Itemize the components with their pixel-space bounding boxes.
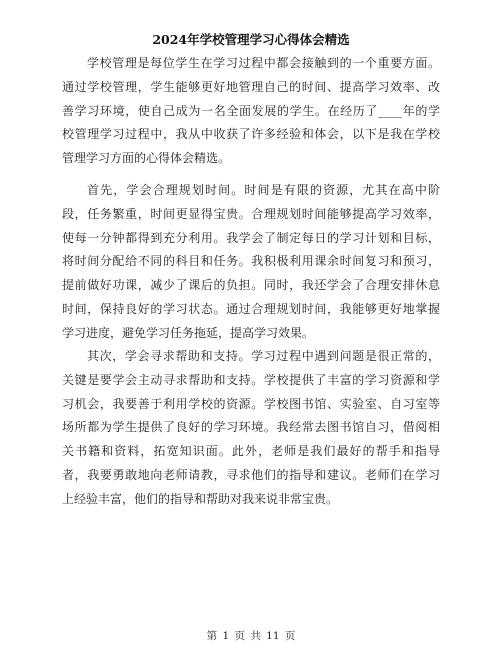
- paragraph-line: 学习进度，避免学习任务拖延，提高学习效果。: [62, 325, 315, 340]
- paragraph-line: 场所都为学生提供了良好的学习环境。我经常去图书馆自习，借阅相: [62, 420, 440, 435]
- paragraph-line: 上经验丰富，他们的指导和帮助对我来说非常宝贵。: [62, 491, 339, 506]
- paragraph-time-planning: [62, 179, 440, 346]
- paragraph-seeking-help: [62, 345, 440, 512]
- paragraph-line: 习机会，我要善于利用学校的资源。学校图书馆、实验室、自习室等: [62, 396, 440, 411]
- paragraph-line: 段，任务繁重，时间更显得宝贵。合理规划时间能够提高学习效率，: [62, 206, 440, 221]
- paragraph-line: 使每一分钟都得到充分利用。我学会了制定每日的学习计划和目标，: [62, 230, 440, 245]
- page-footer: 第 1 页 共 11 页: [206, 630, 296, 642]
- paragraph-intro: [62, 52, 440, 171]
- paragraph-line: 学校管理是每位学生在学习过程中都会接触到的一个重要方面。: [87, 56, 440, 70]
- paragraph-line: 者，我要勇敢地向老师请教，寻求他们的指导和建议。老师们在学习: [62, 467, 440, 482]
- paragraph-line: 首先，学会合理规划时间。时间是有限的资源，尤其在高中阶: [87, 183, 440, 197]
- paragraph-line: 关键是要学会主动寻求帮助和支持。学校提供了丰富的学习资源和学: [62, 372, 440, 387]
- paragraph-line: 通过学校管理，学生能够更好地管理自己的时间、提高学习效率、改: [62, 79, 440, 94]
- paragraph-line: 提前做好功课，减少了课后的负担。同时，我还学会了合理安排休息: [62, 278, 440, 293]
- paragraph-line: 关书籍和资料，拓宽知识面。此外，老师是我们最好的帮手和指导: [62, 444, 440, 459]
- paragraph-line: 校管理学习过程中，我从中收获了许多经验和体会，以下是我在学校: [62, 127, 440, 142]
- document-title: 2024年学校管理学习心得体会精选: [152, 32, 350, 47]
- paragraph-line: 时间，保持良好的学习状态。通过合理规划时间，我能够更好地掌握: [62, 301, 440, 316]
- paragraph-line: 管理学习方面的心得体会精选。: [62, 151, 231, 166]
- paragraph-line: 将时间分配给不同的科目和任务。我积极利用课余时间复习和预习，: [62, 254, 440, 269]
- paragraph-line: 其次，学会寻求帮助和支持。学习过程中遇到问题是很正常的，: [87, 349, 440, 363]
- paragraph-line: 善学习环境，使自己成为一名全面发展的学生。在经历了____年的学: [62, 103, 440, 118]
